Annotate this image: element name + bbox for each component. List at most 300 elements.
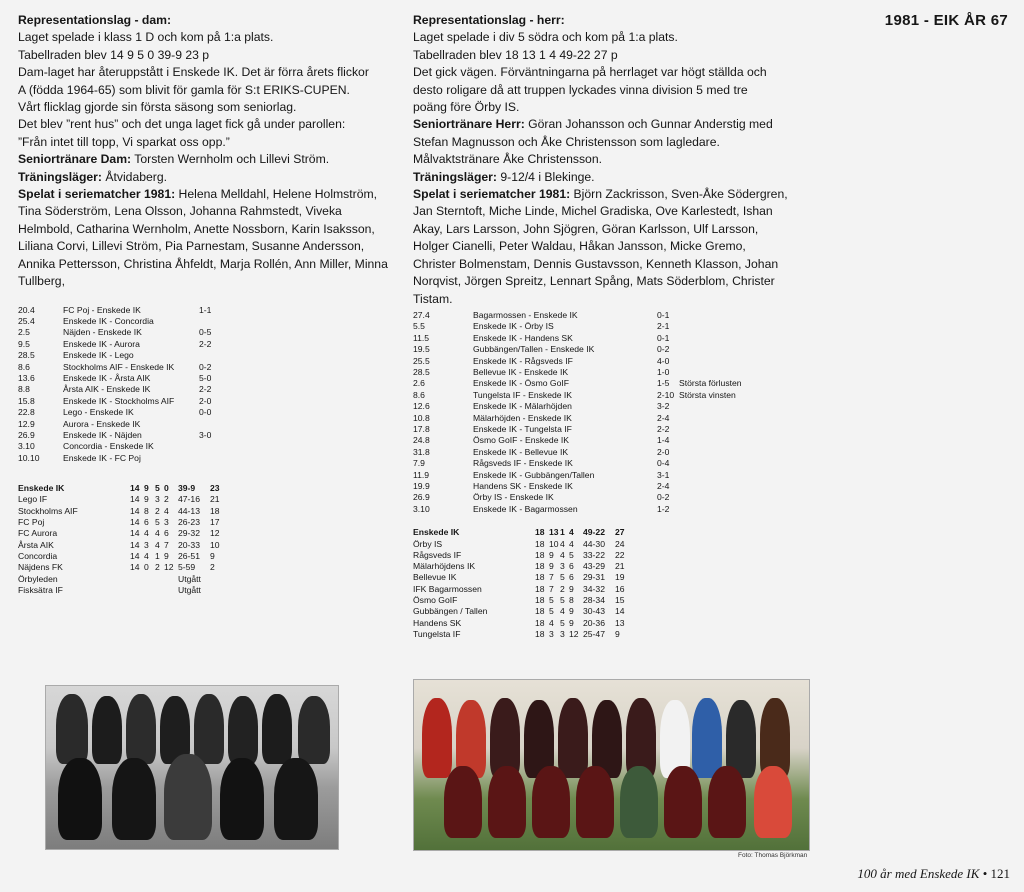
team-name: Gubbängen / Tallen xyxy=(413,606,488,617)
won: 4 xyxy=(144,528,149,539)
goal-difference: 26-51 xyxy=(178,550,200,561)
camp-label: Träningsläger: xyxy=(413,169,497,184)
team-name: Enskede IK xyxy=(18,483,65,494)
goal-difference: 44-30 xyxy=(583,538,605,549)
text-line: ”Från intet till topp, Vi sparkat oss opp.” xyxy=(18,134,230,149)
standings-row xyxy=(18,494,228,505)
points xyxy=(210,574,228,585)
lost: 9 xyxy=(569,617,574,628)
result-row xyxy=(413,481,742,492)
won: 9 xyxy=(144,483,149,494)
points: 16 xyxy=(615,583,625,594)
match-score: 2-10 xyxy=(657,389,675,400)
won: 6 xyxy=(144,517,149,528)
match-date: 12.6 xyxy=(413,401,430,412)
result-row xyxy=(18,339,221,350)
goal-difference: 5-59 xyxy=(178,562,196,573)
match-teams: Enskede IK - Mälarhöjden xyxy=(473,401,572,412)
match-score: 1-1 xyxy=(199,304,212,315)
match-teams: Enskede IK - Rågsveds IF xyxy=(473,355,573,366)
standings-row xyxy=(413,584,633,595)
match-date: 25.5 xyxy=(413,355,430,366)
match-score xyxy=(199,441,221,452)
drawn: 5 xyxy=(560,572,565,583)
women-match-results xyxy=(18,305,221,465)
match-score xyxy=(199,316,221,327)
points: 19 xyxy=(615,572,625,583)
points: 9 xyxy=(615,628,620,639)
goal-difference: 34-32 xyxy=(583,583,605,594)
match-teams: Enskede IK - Bellevue IK xyxy=(473,446,569,457)
match-teams: Ösmo GoIF - Enskede IK xyxy=(473,435,569,446)
lost: 4 xyxy=(569,538,574,549)
photo-figure xyxy=(126,694,156,764)
team-name: IFK Bagarmossen xyxy=(413,583,482,594)
result-row xyxy=(18,373,221,384)
goal-difference: 26-23 xyxy=(178,517,200,528)
drawn: 3 xyxy=(155,494,160,505)
match-teams: Bellevue IK - Enskede IK xyxy=(473,366,569,377)
women-league-table xyxy=(18,483,228,596)
match-date: 8.8 xyxy=(18,384,30,395)
photo-figure xyxy=(488,766,526,838)
standings-row xyxy=(18,517,228,528)
match-score: 2-2 xyxy=(199,338,212,349)
match-teams: Aurora - Enskede IK xyxy=(63,418,141,429)
goal-difference: 28-34 xyxy=(583,595,605,605)
section-heading: Representationslag - herr: xyxy=(413,13,565,27)
points: 21 xyxy=(615,561,625,572)
photo-figure xyxy=(664,766,702,838)
result-row xyxy=(413,435,742,446)
result-row xyxy=(413,367,742,378)
team-name: Lego IF xyxy=(18,494,48,505)
text-line: A (födda 1964-65) som blivit för gamla för S:t ERIKS-CUPEN. xyxy=(18,82,350,97)
result-row xyxy=(413,356,742,367)
standings-row xyxy=(18,540,228,551)
match-score: 0-4 xyxy=(657,458,670,469)
women-team-section xyxy=(18,12,393,596)
match-teams: Mälarhöjden - Enskede IK xyxy=(473,412,572,423)
camp-label: Träningsläger: xyxy=(18,169,102,184)
standings-row xyxy=(413,595,633,606)
players-list: Björn Zackrisson, Sven-Åke Södergren, Jan Sterntoft, Miche Linde, Michel Gradiska, Ove Karlestedt, Ishan Akay, Lars Larsson, John Sjögren, Göran Karlsson, Ulf Larsson, Holger Cianelli, Peter Waldau, Håkan Jansson, Micke Gremo, Christer Bolmenstam, Dennis Gustavsson, Kenneth Klasson, Johan Norqvist, Jörgen Spreitz, Lennart Spång, Mats Söderblom, Christer Tistam. xyxy=(413,187,788,306)
standings-row xyxy=(18,574,228,585)
match-date: 11.9 xyxy=(413,469,430,480)
won: 5 xyxy=(549,606,554,617)
team-name: Fisksätra IF xyxy=(18,584,63,595)
match-note: Största vinsten xyxy=(679,389,736,400)
points: 17 xyxy=(210,517,220,528)
standings-row xyxy=(18,483,228,494)
points xyxy=(210,585,228,596)
team-name: Örby IS xyxy=(413,538,443,549)
played: 18 xyxy=(535,617,545,628)
match-date: 28.5 xyxy=(413,366,430,377)
lost: 9 xyxy=(164,550,169,561)
match-teams: Örby IS - Enskede IK xyxy=(473,492,554,503)
text-line: desto roligare då att truppen lyckades vinna division 5 med tre xyxy=(413,82,748,97)
coach-value: Göran Johansson och Gunnar Anderstig med Stefan Magnusson och Åke Christensson som lagledare. xyxy=(413,117,773,149)
photo-figure xyxy=(112,758,156,840)
coach-label: Seniortränare Herr: xyxy=(413,117,525,132)
goal-difference: 33-22 xyxy=(583,549,605,560)
match-teams: Enskede IK - Aurora xyxy=(63,338,140,349)
team-name: Bellevue IK xyxy=(413,572,457,583)
photo-figure xyxy=(56,694,88,764)
text-line: Laget spelade i div 5 södra och kom på 1:a plats. xyxy=(413,30,678,45)
match-date: 17.8 xyxy=(413,423,430,434)
goal-difference: 25-47 xyxy=(583,628,605,639)
drawn xyxy=(155,585,164,596)
points: 13 xyxy=(615,617,625,628)
match-score: 2-0 xyxy=(657,446,670,457)
coach-value: Torsten Wernholm och Lillevi Ström. xyxy=(131,152,330,167)
goal-difference: 39-9 xyxy=(178,483,196,494)
match-teams: Bagarmossen - Enskede IK xyxy=(473,309,578,320)
team-name: Ösmo GoIF xyxy=(413,595,458,605)
match-score: 2-2 xyxy=(657,423,670,434)
text-line: Vårt flicklag gjorde sin första säsong som seniorlag. xyxy=(18,100,297,115)
photo-figure xyxy=(274,758,318,840)
section-heading: Representationslag - dam: xyxy=(18,13,172,27)
result-row xyxy=(413,333,742,344)
match-score xyxy=(199,419,221,430)
standings-row xyxy=(18,585,228,596)
match-teams: Enskede IK - Handens SK xyxy=(473,332,573,343)
result-row xyxy=(18,396,221,407)
goal-difference: 47-16 xyxy=(178,494,200,505)
match-score: 2-1 xyxy=(657,321,670,332)
page-title: 1981 - EIK ÅR 67 xyxy=(884,12,1008,29)
match-date: 19.5 xyxy=(413,344,430,355)
standings-row xyxy=(413,561,633,572)
match-date: 7.9 xyxy=(413,458,425,469)
team-name: Näjdens FK xyxy=(18,562,63,573)
won: 8 xyxy=(144,505,149,516)
standings-row xyxy=(413,606,633,617)
match-teams: Enskede IK - Årsta AIK xyxy=(63,372,151,383)
match-date: 10.8 xyxy=(413,412,430,423)
photo-figure xyxy=(754,766,792,838)
won: 4 xyxy=(549,617,554,628)
match-teams: Concordia - Enskede IK xyxy=(63,441,154,452)
points: 15 xyxy=(615,595,625,605)
men-team-text xyxy=(413,12,788,308)
match-date: 28.5 xyxy=(18,350,35,361)
goal-difference: 44-13 xyxy=(178,505,200,516)
team-name: Stockholms AIF xyxy=(18,505,78,516)
photo-figure xyxy=(262,694,292,764)
match-date: 12.9 xyxy=(18,418,35,429)
team-name: Rågsveds IF xyxy=(413,549,462,560)
match-date: 20.4 xyxy=(18,304,35,315)
match-date: 15.8 xyxy=(18,395,35,406)
drawn: 5 xyxy=(155,517,160,528)
photo-figure xyxy=(228,696,258,764)
photo-figure xyxy=(532,766,570,838)
drawn: 2 xyxy=(155,505,160,516)
women-team-text xyxy=(18,12,393,291)
result-row xyxy=(18,384,221,395)
standings-row xyxy=(413,572,633,583)
text-line: poäng före Örby IS. xyxy=(413,100,520,115)
match-teams: Enskede IK - Concordia xyxy=(63,315,154,326)
match-score: 3-2 xyxy=(657,401,670,412)
photo-figure xyxy=(620,766,658,838)
players-label: Spelat i seriematcher 1981: xyxy=(18,187,176,202)
points: 21 xyxy=(210,494,220,505)
photo-figure xyxy=(576,766,614,838)
played: 14 xyxy=(130,539,140,550)
women-team-photo xyxy=(45,685,339,850)
goal-difference: 29-31 xyxy=(583,572,605,583)
won: 9 xyxy=(549,561,554,572)
lost: 6 xyxy=(569,561,574,572)
played: 14 xyxy=(130,550,140,561)
text-line: Tabellraden blev 18 13 1 4 49-22 27 p xyxy=(413,47,618,62)
men-team-photo xyxy=(413,679,810,851)
lost xyxy=(164,574,178,585)
drawn: 4 xyxy=(155,539,160,550)
match-score: 2-4 xyxy=(657,481,670,491)
match-date: 26.9 xyxy=(413,492,430,503)
match-teams: Enskede IK - FC Poj xyxy=(63,452,141,463)
coach-label: Seniortränare Dam: xyxy=(18,152,132,167)
result-row xyxy=(413,390,742,401)
standings-row xyxy=(413,539,633,550)
drawn: 5 xyxy=(560,617,565,628)
match-teams: Enskede IK - Bagarmossen xyxy=(473,503,578,514)
standings-row xyxy=(413,618,633,629)
match-score: 0-2 xyxy=(657,492,670,503)
photo-figure xyxy=(298,696,330,764)
men-team-section xyxy=(413,12,788,640)
points: 22 xyxy=(615,549,625,560)
drawn: 4 xyxy=(560,606,565,617)
players-list: Helena Melldahl, Helene Holmström, Tina Söderström, Lena Olsson, Johanna Rahmstedt, Viveka Helmbold, Catharina Wernholm, Anette Nossborn, Karin Isaksson, Liliana Corvi, Lillevi Ström, Pia Parnestam, Susanne Andersson, Annika Pettersson, Christina Åhfeldt, Marja Rollén, Ann Miller, Minna Tullberg, xyxy=(18,187,388,289)
lost: 6 xyxy=(569,572,574,583)
result-row xyxy=(18,453,221,464)
team-name: Handens SK xyxy=(413,617,462,628)
result-row xyxy=(18,350,221,361)
book-title: 100 år med Enskede IK xyxy=(857,866,980,881)
played: 14 xyxy=(130,562,140,573)
result-row xyxy=(18,362,221,373)
played: 18 xyxy=(535,538,545,549)
team-name: Mälarhöjdens IK xyxy=(413,561,476,572)
match-teams: FC Poj - Enskede IK xyxy=(63,304,141,315)
match-date: 3.10 xyxy=(18,441,35,452)
match-teams: Enskede IK - Lego xyxy=(63,350,134,361)
match-date: 5.5 xyxy=(413,321,425,332)
drawn: 2 xyxy=(560,583,565,594)
match-date: 25.4 xyxy=(18,315,35,326)
photo-figure xyxy=(58,758,102,840)
played: 18 xyxy=(535,595,545,605)
match-teams: Enskede IK - Örby IS xyxy=(473,321,554,332)
result-row xyxy=(18,441,221,452)
played xyxy=(130,574,144,585)
won: 4 xyxy=(144,550,149,561)
match-date: 13.6 xyxy=(18,372,35,383)
photo-figure xyxy=(708,766,746,838)
team-name: Enskede IK xyxy=(413,527,460,538)
match-score: 0-2 xyxy=(199,361,212,372)
lost: 12 xyxy=(569,628,579,639)
won: 3 xyxy=(549,628,554,639)
goal-difference: 49-22 xyxy=(583,527,605,538)
match-score: 0-2 xyxy=(657,344,670,355)
goal-difference: Utgått xyxy=(178,584,201,595)
lost: 6 xyxy=(164,528,169,539)
drawn: 5 xyxy=(560,595,565,605)
match-date: 24.8 xyxy=(413,435,430,446)
lost: 4 xyxy=(569,527,574,538)
match-teams: Handens SK - Enskede IK xyxy=(473,481,573,491)
standings-row xyxy=(18,528,228,539)
photo-figure xyxy=(220,758,264,840)
played: 18 xyxy=(535,583,545,594)
drawn: 4 xyxy=(155,528,160,539)
match-date: 26.9 xyxy=(18,429,35,440)
match-date: 9.5 xyxy=(18,338,30,349)
points: 23 xyxy=(210,483,220,494)
match-score: 0-1 xyxy=(657,309,670,320)
lost: 0 xyxy=(164,483,169,494)
photo-figure xyxy=(194,694,224,764)
match-score: 4-0 xyxy=(657,355,670,366)
result-row xyxy=(413,378,742,389)
match-date: 8.6 xyxy=(18,361,30,372)
match-teams: Enskede IK - Ösmo GoIF xyxy=(473,378,569,389)
drawn xyxy=(155,574,164,585)
team-name: FC Aurora xyxy=(18,528,58,539)
photo-figure xyxy=(92,696,122,764)
match-score: 0-1 xyxy=(657,332,670,343)
won: 0 xyxy=(144,562,149,573)
match-teams: Årsta AIK - Enskede IK xyxy=(63,384,151,395)
drawn: 1 xyxy=(155,550,160,561)
match-date: 11.5 xyxy=(413,332,430,343)
points: 9 xyxy=(210,550,215,561)
players-label: Spelat i seriematcher 1981: xyxy=(413,187,571,202)
result-row xyxy=(18,419,221,430)
result-row xyxy=(413,492,742,503)
match-teams: Lego - Enskede IK xyxy=(63,407,134,418)
page-number: • 121 xyxy=(979,866,1010,881)
drawn: 3 xyxy=(560,561,565,572)
points: 24 xyxy=(615,538,625,549)
won: 7 xyxy=(549,583,554,594)
lost: 9 xyxy=(569,583,574,594)
won: 9 xyxy=(549,549,554,560)
result-row xyxy=(413,424,742,435)
won: 7 xyxy=(549,572,554,583)
played: 18 xyxy=(535,572,545,583)
played: 14 xyxy=(130,494,140,505)
photo-figure xyxy=(444,766,482,838)
points: 2 xyxy=(210,562,215,573)
photo-figure xyxy=(422,698,452,778)
won: 10 xyxy=(549,538,559,549)
lost: 9 xyxy=(569,606,574,617)
lost: 4 xyxy=(164,505,169,516)
won: 9 xyxy=(144,494,149,505)
drawn: 1 xyxy=(560,527,565,538)
played: 14 xyxy=(130,483,140,494)
played: 18 xyxy=(535,606,545,617)
result-row xyxy=(413,310,742,321)
drawn: 3 xyxy=(560,628,565,639)
match-date: 22.8 xyxy=(18,407,35,418)
match-score: 2-0 xyxy=(199,395,212,406)
drawn: 4 xyxy=(560,538,565,549)
standings-row xyxy=(18,506,228,517)
match-score: 3-1 xyxy=(657,469,670,480)
points: 14 xyxy=(615,606,625,617)
standings-row xyxy=(18,562,228,573)
match-score: 1-2 xyxy=(657,503,670,514)
played: 18 xyxy=(535,561,545,572)
lost: 7 xyxy=(164,539,169,550)
match-score: 1-0 xyxy=(657,366,670,377)
text-line: Det gick vägen. Förväntningarna på herrlaget var högt ställda och xyxy=(413,65,767,80)
team-name: Årsta AIK xyxy=(18,539,54,550)
won xyxy=(144,574,155,585)
match-date: 2.5 xyxy=(18,327,30,338)
standings-row xyxy=(413,527,633,538)
result-row xyxy=(18,316,221,327)
photo-figure xyxy=(558,698,588,778)
won: 5 xyxy=(549,595,554,605)
match-date: 31.8 xyxy=(413,446,430,457)
men-match-results xyxy=(413,310,742,515)
photo-credit: Foto: Thomas Björkman xyxy=(738,852,808,859)
men-league-table xyxy=(413,527,633,640)
points: 10 xyxy=(210,539,220,550)
result-row xyxy=(413,470,742,481)
standings-row xyxy=(18,551,228,562)
played: 18 xyxy=(535,549,545,560)
points: 18 xyxy=(210,505,220,516)
team-name: Örbyleden xyxy=(18,573,58,584)
match-score xyxy=(199,453,221,464)
goal-difference: 43-29 xyxy=(583,561,605,572)
result-row xyxy=(413,447,742,458)
standings-row xyxy=(413,550,633,561)
match-date: 19.9 xyxy=(413,481,430,491)
match-date: 27.4 xyxy=(413,309,430,320)
match-score: 0-5 xyxy=(199,327,212,338)
match-teams: Tungelsta IF - Enskede IK xyxy=(473,389,573,400)
goal-difference: 20-33 xyxy=(178,539,200,550)
goal-difference: 30-43 xyxy=(583,606,605,617)
match-score xyxy=(199,350,221,361)
match-teams: Enskede IK - Gubbängen/Tallen xyxy=(473,469,595,480)
result-row xyxy=(413,504,742,515)
goal-difference: 29-32 xyxy=(178,528,200,539)
match-date: 2.6 xyxy=(413,378,425,389)
match-score: 2-4 xyxy=(657,412,670,423)
points: 27 xyxy=(615,527,625,538)
text-line: Laget spelade i klass 1 D och kom på 1:a plats. xyxy=(18,30,274,45)
match-score: 1-4 xyxy=(657,435,670,446)
match-score: 1-5 xyxy=(657,378,670,389)
match-date: 3.10 xyxy=(413,503,430,514)
text-line: Tabellraden blev 14 9 5 0 39-9 23 p xyxy=(18,47,210,62)
camp-value: 9-12/4 i Blekinge. xyxy=(496,169,595,184)
